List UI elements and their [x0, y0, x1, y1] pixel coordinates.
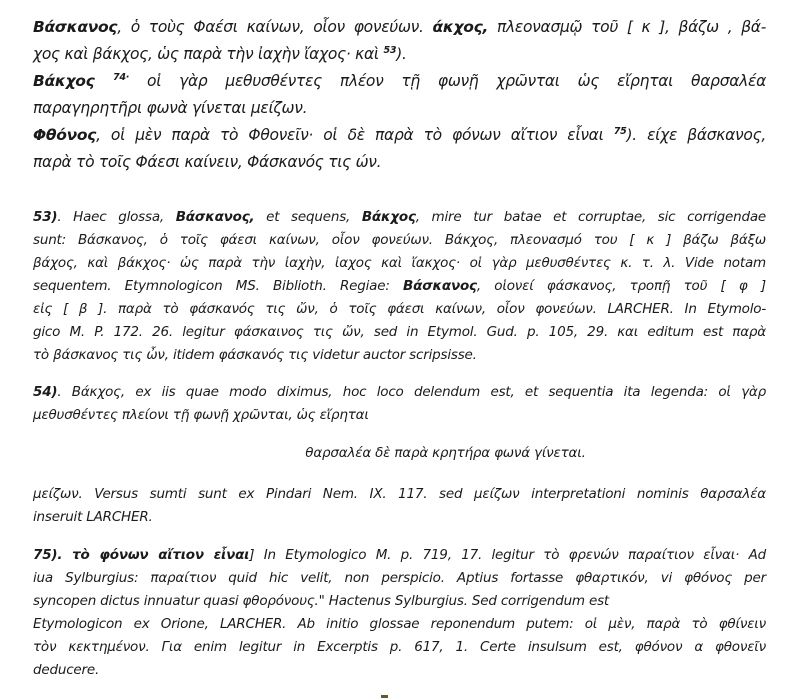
- text-line: iua Sylburgius: παραίτιον quid hic velit, non perspicio. Aptius fortasse φθαρτικόν, vi φθόνος per: [33, 570, 766, 586]
- footnote-54: [33, 381, 766, 427]
- text-line: 75). τὸ φόνων αἴτιον εἶναι] In Etymologico M. p. 719, 17. legitur τὸ φρενών παραίτιον εἶναι· Ad: [33, 547, 766, 563]
- text-line: deducere.: [33, 662, 100, 678]
- text-line: μεθυσθέντες πλείονι τῇ φωνῇ χρῶνται, ὡς εἴρηται: [33, 407, 369, 423]
- footnote-53: [33, 206, 766, 367]
- footnote-54-continued: [33, 483, 766, 529]
- text-line: θαρσαλέα δὲ παρὰ κρητήρα φωνά γίνεται.: [305, 445, 586, 461]
- text-line: gico M. P. 172. 26. legitur φάσκαινος τις ὤν, sed in Etymol. Gud. p. 105, 29. και editum est παρὰ: [33, 324, 766, 340]
- text-line: εἰς [ β ]. παρὰ τὸ φάσκανός τις ὤν, ὁ τοῖς φάεσι καίνων, οἷον φονεύων. LARCHER. In Etymolo-: [33, 301, 766, 317]
- text-line: παρὰ τὸ τοῖς Φάεσι καίνειν, Φάσκανός τις ών.: [33, 153, 382, 171]
- text-line: Φθόνος, οἱ μὲν παρὰ τὸ Φθονεῖν· οἱ δὲ παρὰ τὸ φόνων αἴτιον εἶναι $^{75}$). είχε βάσκανος,: [33, 125, 767, 144]
- text-line: sunt: Βάσκανος, ὁ τοῖς φάεσι καίνων, οἷον φονεύων. Βάκχος, πλεονασμό του [ κ ] βάζω βάξω: [33, 232, 766, 248]
- text-line: 54). Βάκχος, ex iis quae modo diximus, hoc loco delendum est, et sequentia ita legenda: οἱ γὰρ: [33, 384, 766, 400]
- footnote-75: [33, 544, 766, 682]
- text-line: βάχος, καὶ βάκχος· ὡς παρὰ τὴν ἰαχὴν, ἰαχος καὶ ἴακχος· οἱ γὰρ μεθυσθέντες κ. τ. λ. Vide notam: [33, 255, 766, 271]
- text-line: παραγηρητῆρι φωνὰ γίνεται μείζων.: [33, 99, 308, 117]
- text-line: τὸ βάσκανος τις ὦν, itidem φάσκανός τις videtur auctor scripsisse.: [33, 347, 477, 363]
- verse-quote: [33, 442, 766, 465]
- text-line: μείζων. Versus sumti sunt ex Pindari Nem. IX. 117. sed μείζων interpretationi nominis θαρσαλέα: [33, 486, 766, 502]
- text-line: Βάκχος $^{74\cdot}$ οἱ γὰρ μεθυσθέντες πλέον τῇ φωνῇ χρῶνται ὡς εἴρηται θαρσαλέα: [33, 71, 766, 90]
- text-line: χος καὶ βάκχος, ὡς παρὰ τὴν ἰαχὴν ἴαχος· καὶ $^{53}$).: [33, 44, 407, 63]
- text-line: Etymologicon ex Orione, LARCHER. Ab initio glossae reponendum putem: οἱ μὲν, παρὰ τὸ φθίνειν: [33, 616, 766, 632]
- text-line: syncopen dictus innuatur quasi φθορόνους." Hactenus Sylburgius. Sed corrigendum est: [33, 593, 609, 609]
- text-line: τὸν κεκτημένον. Για enim legitur in Excerptis p. 617, 1. Certe insulsum est, φθόνον α φθονεῖν: [33, 639, 766, 655]
- text-line: inseruit LARCHER.: [33, 509, 153, 525]
- text-line: 53). Haec glossa, Βάσκανος, et sequens, Βάκχος, mire tur batae et corruptae, sic corrigendae: [33, 209, 766, 225]
- text-line: Βάσκανος, ὁ τοὺς Φαέσι καίνων, οἷον φονεύων. άκχος, πλεονασμῷ τοῦ [ κ ], βάζω , βά-: [33, 18, 767, 36]
- lemma-entries: [33, 14, 766, 176]
- text-line: sequentem. Etymnologicon MS. Biblioth. Regiae: Βάσκανος, οἱονεί φάσκανος, τροπῇ τοῦ [ φ ]: [33, 278, 766, 294]
- page-bottom-artifact: [381, 695, 388, 698]
